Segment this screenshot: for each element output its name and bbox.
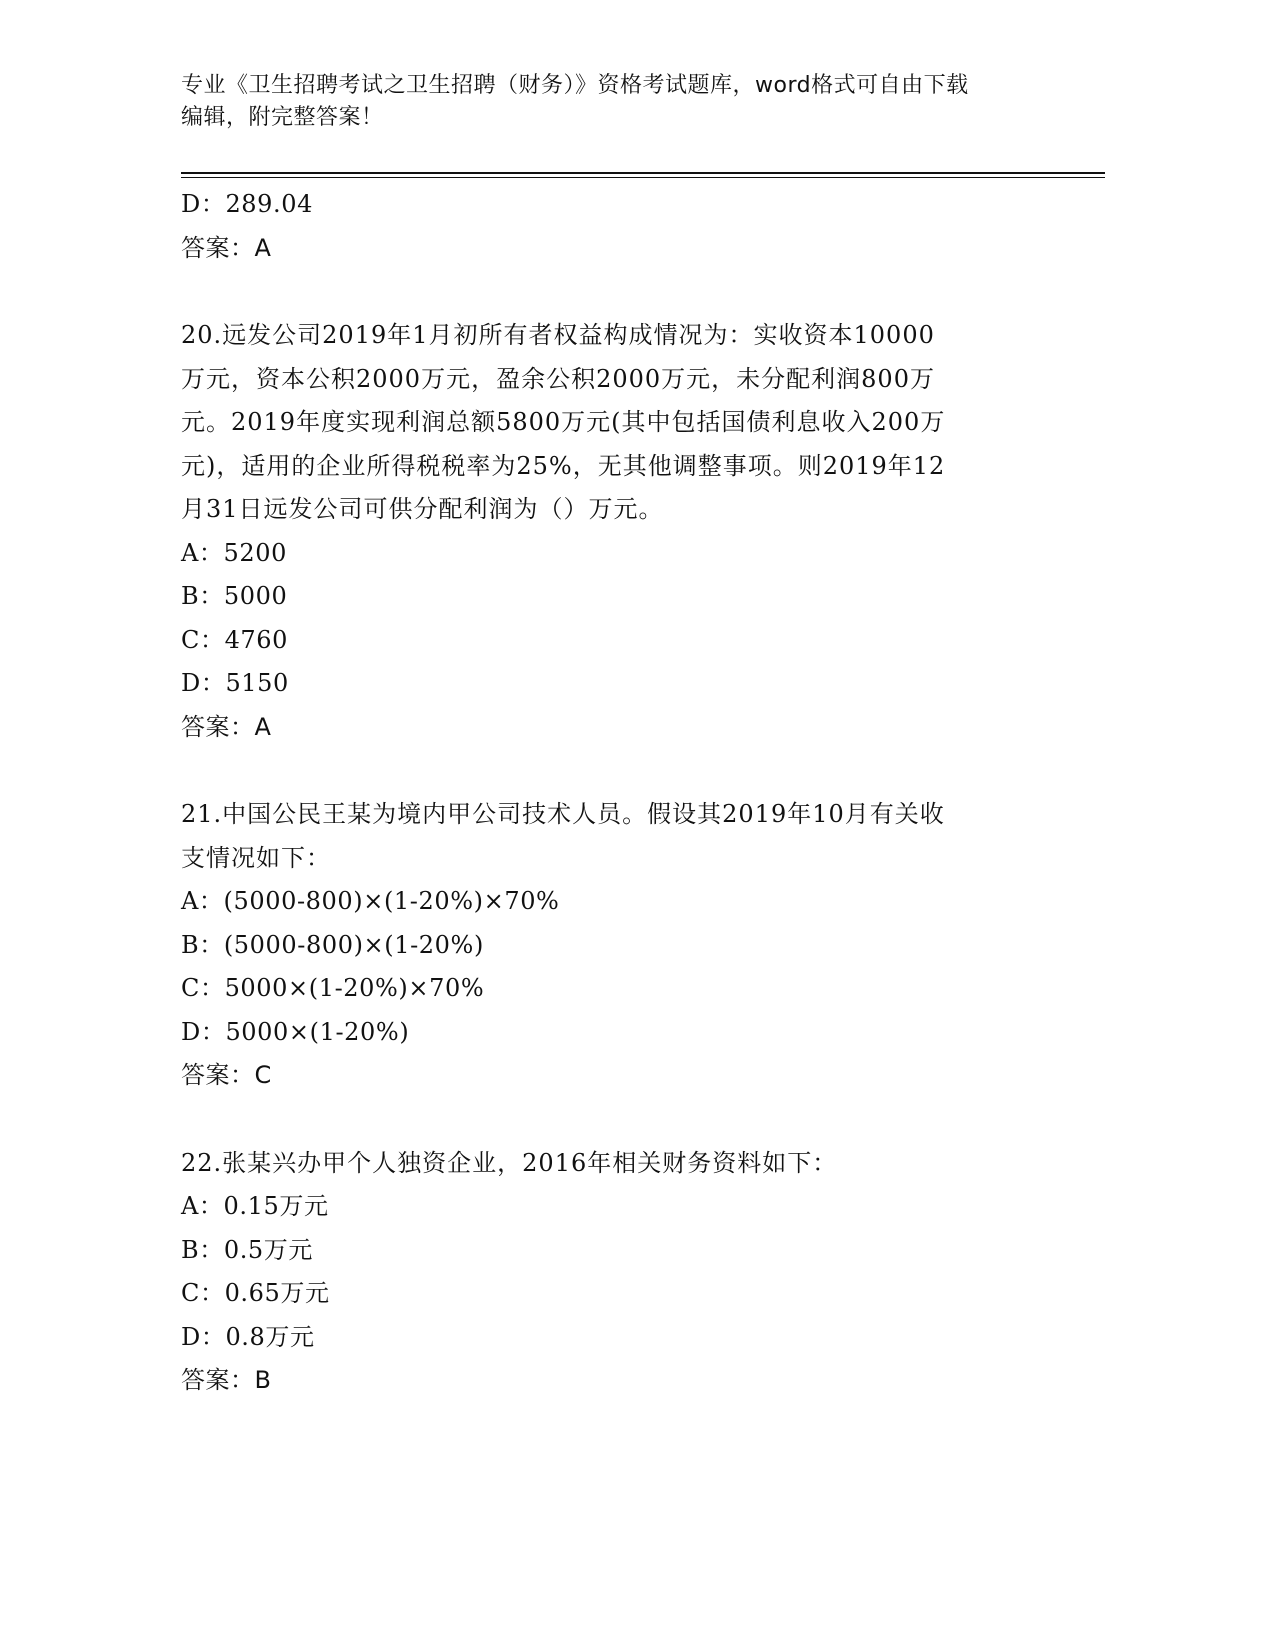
- option-d: D：5150: [181, 669, 289, 697]
- spacer: [181, 1098, 1061, 1142]
- answer: 答案：C: [181, 1061, 272, 1089]
- stem-line: 支情况如下：: [181, 843, 331, 872]
- stem-line: 元)，适用的企业所得税税率为25%，无其他调整事项。则2019年12: [181, 451, 946, 480]
- option-d: D：5000×(1-20%): [181, 1017, 410, 1046]
- option-d: D：0.8万元: [181, 1322, 315, 1351]
- previous-question-tail: [181, 183, 1061, 270]
- answer: 答案：B: [181, 1366, 272, 1394]
- question-stem: [181, 1142, 1061, 1186]
- document-body: [181, 183, 1061, 1403]
- option-b: B：5000: [181, 582, 288, 610]
- option-a: A：0.15万元: [181, 1192, 329, 1220]
- question-stem: [181, 314, 1061, 532]
- option-d: D：289.04: [181, 190, 314, 218]
- stem-line: 20.远发公司2019年1月初所有者权益构成情况为：实收资本10000: [181, 321, 935, 349]
- option-b: B：0.5万元: [181, 1235, 314, 1264]
- question-22: [181, 1142, 1061, 1403]
- option-b: B：(5000-800)×(1-20%): [181, 930, 484, 959]
- stem-line: 22.张某兴办甲个人独资企业，2016年相关财务资料如下：: [181, 1148, 838, 1177]
- option-a: A：5200: [181, 538, 288, 567]
- option-c: C：0.65万元: [181, 1279, 330, 1307]
- stem-line: 21.中国公民王某为境内甲公司技术人员。假设其2019年10月有关收: [181, 800, 945, 828]
- answer: 答案：A: [181, 712, 272, 741]
- option-c: C：5000×(1-20%)×70%: [181, 974, 485, 1002]
- option-c: C：4760: [181, 625, 289, 654]
- stem-line: 万元，资本公积2000万元，盈余公积2000万元，未分配利润800万: [181, 364, 935, 393]
- header-divider-thin: [181, 177, 1105, 178]
- header-divider: [181, 172, 1105, 174]
- stem-line: 元。2019年度实现利润总额5800万元(其中包括国债利息收入200万: [181, 408, 946, 436]
- header-line-1: 专业《卫生招聘考试之卫生招聘（财务）》资格考试题库，word格式可自由下载: [181, 73, 969, 98]
- answer: 答案：A: [181, 233, 272, 262]
- header-line-2: 编辑，附完整答案！: [181, 105, 384, 130]
- question-stem: [181, 793, 1061, 880]
- question-21: [181, 793, 1061, 1098]
- page-header: [181, 70, 1061, 134]
- spacer: [181, 749, 1061, 793]
- stem-line: 月31日远发公司可供分配利润为（）万元。: [181, 495, 664, 523]
- spacer: [181, 270, 1061, 314]
- option-a: A：(5000-800)×(1-20%)×70%: [181, 887, 560, 915]
- question-20: [181, 314, 1061, 749]
